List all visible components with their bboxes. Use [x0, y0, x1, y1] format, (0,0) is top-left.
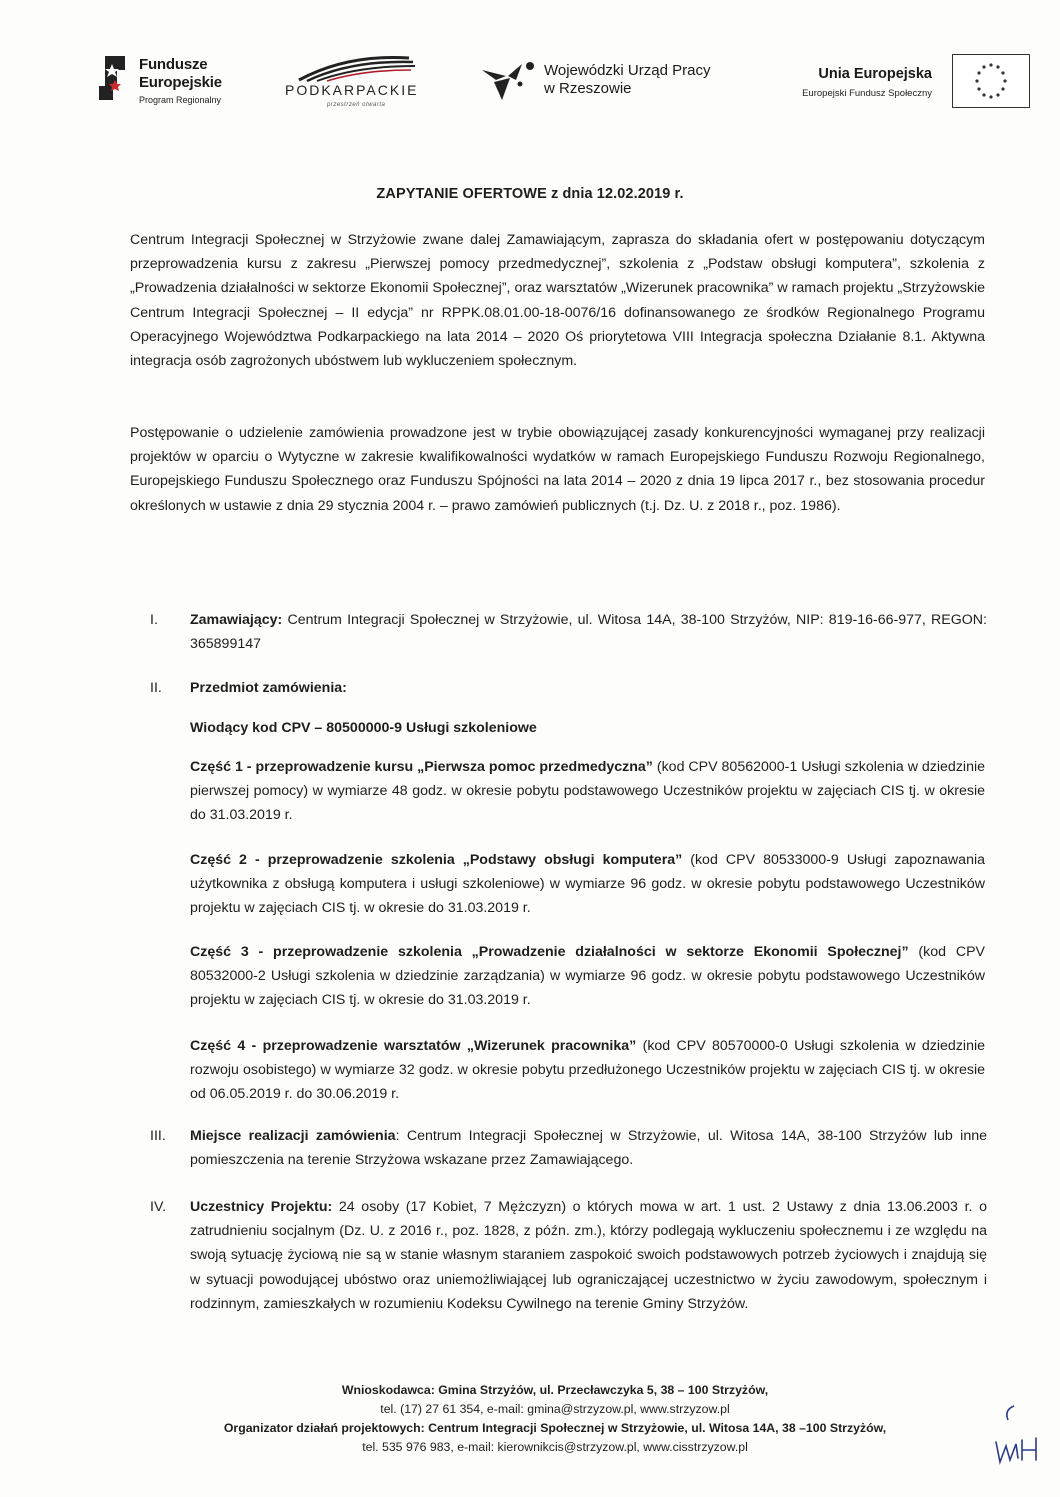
- podkarpackie-wave-icon: [297, 52, 417, 82]
- section-label: Zamawiający:: [190, 612, 283, 628]
- section-label: Przedmiot zamówienia:: [190, 680, 347, 696]
- part-label: Część 3 - przeprowadzenie szkolenia „Prowadzenie działalności w sektorze Ekonomii Społecznej”: [190, 944, 909, 960]
- pk-name: PODKARPACKIE: [285, 82, 419, 98]
- footer-organizer: Organizator działań projektowych: Centrum Integracji Społecznej w Strzyżowie, ul. Witosa 14A, 38 –100 Strzyżów,: [223, 1421, 887, 1435]
- section-label: Miejsce realizacji zamówienia: [190, 1128, 396, 1144]
- part-2: [190, 848, 985, 921]
- handwritten-initials: [992, 1402, 1044, 1466]
- pk-tagline: przestrzeń otwarta: [327, 102, 386, 108]
- part-text: (kod CPV 80532000-2 Usługi szkolenia w dziedzinie zarządzania) w wymiarze 96 godz. w okresie pobytu podstawowego Uczestników projektu w zajęciach CIS tj. w okresie do 31.03.2019 r.: [190, 944, 986, 1009]
- ue-line2: Europejski Fundusz Społeczny: [802, 88, 932, 99]
- part-3: [190, 940, 985, 1013]
- cpv-main: Wiodący kod CPV – 80500000-9 Usługi szkoleniowe: [190, 720, 537, 736]
- intro-paragraph: Centrum Integracji Społecznej w Strzyżowie zwane dalej Zamawiającym, zaprasza do składania ofert w postępowaniu dotyczącym przeprowadzenia kursu z zakresu „Pierwszej pomocy przedmedycznej”, szkolenia z „Podstaw obsługi komputera”, szkolenia z „Prowadzenia działalności w sektorze Ekonomii Społecznej”, oraz warsztatów „Wizerunek pracownika” w ramach projektu „Strzyżowskie Centrum Integracji Społecznej – II edycja” nr RPPK.08.01.00-18-0076/16 dofinansowanego ze środków Regionalnego Programu Operacyjnego Województwa Podkarpackiego na lata 2014 – 2020 Oś priorytetowa VIII Integracja społeczna Działanie 8.1. Aktywna integracja osób zagrożonych ubóstwem lub wykluczeniem społecznym.: [130, 232, 985, 370]
- procedure-paragraph: Postępowanie o udzielenie zamówienia prowadzone jest w trybie obowiązującej zasady konkurencyjności wymaganej przy realizacji projektów w oparciu o Wytyczne w zakresie kwalifikowalności wydatków w ramach Europejskiego Funduszu Rozwoju Regionalnego, Europejskiego Funduszu Społecznego oraz Funduszu Spójności na lata 2014 – 2020 z dnia 19 lipca 2017 r., bez stosowania procedur określonych w ustawie z dnia 29 stycznia 2004 r. – prawo zamówień publicznych (t.j. Dz. U. z 2018 r., poz. 1986).: [130, 425, 985, 514]
- section-text: : Centrum Integracji Społecznej w Strzyżowie, ul. Witosa 14A, 38-100 Strzyżów lub inne pomieszczenia na terenie Strzyżowa wskazane przez Zamawiającego.: [190, 1128, 987, 1169]
- section-number: IV.: [150, 1199, 167, 1215]
- part-label: Część 1 - przeprowadzenie kursu „Pierwsza pomoc przedmedyczna”: [190, 759, 653, 775]
- wup-line1: Wojewódzki Urząd Pracy: [544, 62, 711, 79]
- part-text: (kod CPV 80562000-1 Usługi szkolenia w dziedzinie pierwszej pomocy) w wymiarze 48 godz. w okresie pobytu podstawowego Uczestników projektu w zajęciach CIS tj. w okresie do 31.03.2019 r.: [190, 759, 986, 824]
- section-number: II.: [150, 680, 162, 696]
- part-4: [190, 1034, 985, 1107]
- wup-bird-icon: [480, 58, 536, 102]
- fe-line2: Europejskie: [139, 74, 222, 91]
- ue-line1: Unia Europejska: [818, 66, 932, 82]
- part-label: Część 4 - przeprowadzenie warsztatów „Wizerunek pracownika”: [190, 1038, 637, 1054]
- footer-organizer-contact: tel. 535 976 983, e-mail: kierownikcis@strzyzow.pl, www.cisstrzyzow.pl: [362, 1440, 748, 1454]
- section-text: Centrum Integracji Społecznej w Strzyżowie, ul. Witosa 14A, 38-100 Strzyżów, NIP: 819-16-66-977, REGON: 365899147: [190, 612, 987, 653]
- section-text: 24 osoby (17 Kobiet, 7 Mężczyzn) o których mowa w art. 1 ust. 2 Ustawy z dnia 13.06.2003 r. o zatrudnieniu socjalnym (Dz. U. z 2016 r., poz. 1828, z późn. zm.), którzy podlegają wykluczeniu społecznemu i ze względu na swoją sytuację życiową nie są w stanie własnym staraniem zaspokoić swoich podstawowych potrzeb życiowych i znajdują się w sytuacji powodującej ubóstwo oraz uniemożliwiającej lub ograniczającej uczestnictwo w życiu zawodowym, społecznym i rodzinnym, zamieszkałych w rozumieniu Kodeksu Cywilnego na terenie Gminy Strzyżów.: [190, 1199, 987, 1312]
- fe-line3: Program Regionalny: [139, 95, 222, 105]
- wup-line2: w Rzeszowie: [544, 80, 632, 97]
- logo-bar: [95, 52, 1035, 116]
- fe-line1: Fundusze: [139, 56, 208, 73]
- part-1: [190, 755, 985, 828]
- footer-applicant: Wnioskodawca: Gmina Strzyżów, ul. Przecławczyka 5, 38 – 100 Strzyżów,: [341, 1383, 769, 1397]
- document-title: ZAPYTANIE OFERTOWE z dnia 12.02.2019 r.: [376, 186, 684, 202]
- section-number: I.: [150, 612, 158, 628]
- section-label: Uczestnicy Projektu:: [190, 1199, 333, 1215]
- footer-applicant-contact: tel. (17) 27 61 354, e-mail: gmina@strzyzow.pl, www.strzyzow.pl: [380, 1402, 730, 1416]
- fe-star-icon: [95, 56, 133, 100]
- eu-flag-icon: [952, 54, 1030, 108]
- part-text: (kod CPV 80533000-9 Usługi zapoznawania użytkownika z obsługą komputera i usługi szkoleniowe) w wymiarze 96 godz. w okresie pobytu podstawowego Uczestników projektu w zajęciach CIS tj. w okresie do 31.03.2019 r.: [190, 852, 985, 917]
- section-number: III.: [150, 1128, 166, 1144]
- part-label: Część 2 - przeprowadzenie szkolenia „Podstawy obsługi komputera”: [190, 852, 683, 868]
- part-text: (kod CPV 80570000-0 Usługi szkolenia w dziedzinie rozwoju osobistego) w wymiarze 32 godz. w okresie pobytu przedłużonego Uczestników projektu w zajęciach CIS tj. w okresie od 06.05.2019 r. do 30.06.2019 r.: [190, 1038, 985, 1103]
